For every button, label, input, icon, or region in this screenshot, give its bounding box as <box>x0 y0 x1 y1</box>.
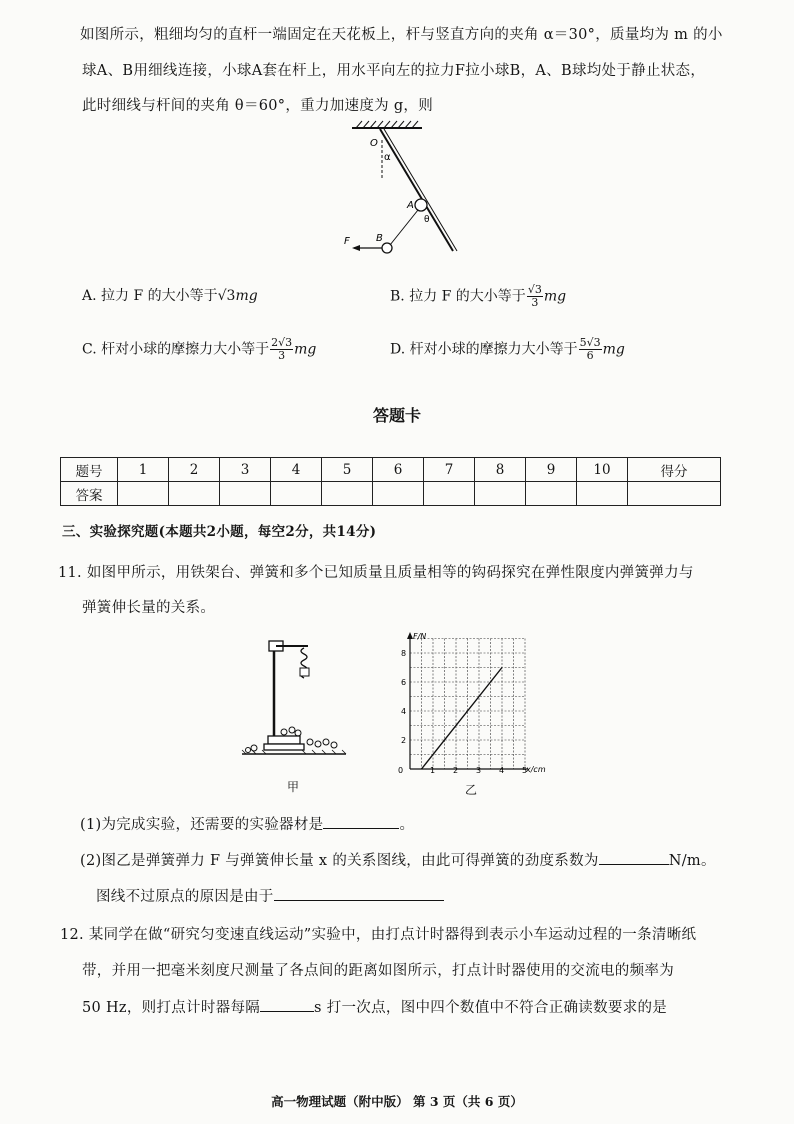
q10-line1: 如图所示，粗细均匀的直杆一端固定在天花板上，杆与竖直方向的夹角 α＝30°，质量均为 m 的小 <box>80 27 723 43</box>
x-tick-label: 3 <box>476 766 482 775</box>
answer-cell-10[interactable] <box>577 482 628 506</box>
x-tick-label: 5 <box>522 766 528 775</box>
option-c: C. 杆对小球的摩擦力大小等于 $\frac{2√3}{3}$ mg <box>82 336 317 362</box>
y-tick-label: 4 <box>401 707 407 716</box>
answer-cell-3[interactable] <box>220 482 271 506</box>
card-answer-label: 答案 <box>61 482 118 506</box>
q12-line3: 50 Hz，则打点计时器每隔 s 打一次点，图中四个数值中不符合正确读数要求的是 <box>82 997 667 1018</box>
x-axis-label: x/cm <box>526 765 546 774</box>
q10-force-diagram <box>330 118 470 260</box>
option-b: B. 拉力 F 的大小等于 $\frac{√3}{3}$ mg <box>390 283 567 309</box>
force-extension-chart <box>390 628 550 776</box>
answer-cell-7[interactable] <box>424 482 475 506</box>
answer-cell-2[interactable] <box>169 482 220 506</box>
q10-line3: 此时细线与杆间的夹角 θ＝60°，重力加速度为 g，则 <box>82 98 434 114</box>
q10-line2: 球A、B用细线连接，小球A套在杆上，用水平向左的拉力F拉小球B，A、B球均处于静止状态， <box>82 63 706 79</box>
y-tick-label: 6 <box>401 678 407 687</box>
x-tick-label: 1 <box>430 766 436 775</box>
label-theta: θ <box>424 215 430 225</box>
answer-cell-8[interactable] <box>475 482 526 506</box>
card-q4: 4 <box>271 458 322 482</box>
option-a: A. 拉力 F 的大小等于√3mg <box>82 288 258 304</box>
chart-grid <box>410 639 525 770</box>
answer-cell-1[interactable] <box>118 482 169 506</box>
q12-line2: 带，并用一把毫米刻度尺测量了各点间的距离如图所示，打点计时器使用的交流电的频率为 <box>82 963 674 979</box>
score-cell[interactable] <box>628 482 721 506</box>
card-q8: 8 <box>475 458 526 482</box>
y-tick-label: 8 <box>401 649 407 658</box>
label-B: B <box>376 233 383 244</box>
figure-yi-caption: 乙 <box>465 783 478 797</box>
card-q10: 10 <box>577 458 628 482</box>
q11-line1: 11. 如图甲所示，用铁架台、弹簧和多个已知质量且质量相等的钩码探究在弹性限度内弹簧弹力与 <box>58 565 694 581</box>
answer-cell-6[interactable] <box>373 482 424 506</box>
y-tick-label: 2 <box>401 736 407 745</box>
blank-time-interval[interactable] <box>260 997 314 1012</box>
blank-reason[interactable] <box>274 886 444 901</box>
label-F: F <box>344 236 350 247</box>
card-q3: 3 <box>220 458 271 482</box>
page-footer: 高一物理试题（附中版） 第 3 页（共 6 页） <box>271 1094 523 1109</box>
ball-a <box>415 199 427 211</box>
spring-apparatus-figure <box>240 632 350 757</box>
option-d: D. 杆对小球的摩擦力大小等于 $\frac{5√3}{6}$ mg <box>390 336 625 362</box>
card-score-header: 得分 <box>628 458 721 482</box>
card-q7: 7 <box>424 458 475 482</box>
series-line <box>422 668 503 770</box>
ball-b <box>382 243 392 253</box>
card-q5: 5 <box>322 458 373 482</box>
answer-cell-4[interactable] <box>271 482 322 506</box>
answer-card-number-row <box>61 458 721 482</box>
q12-line1: 12. 某同学在做“研究匀变速直线运动”实验中，由打点计时器得到表示小车运动过程的一条清晰纸 <box>60 927 697 943</box>
answer-cell-9[interactable] <box>526 482 577 506</box>
card-q1: 1 <box>118 458 169 482</box>
label-A: A <box>407 200 414 211</box>
q11-sub2-line2: 图线不过原点的原因是由于 <box>96 886 444 907</box>
label-alpha: α <box>384 152 391 163</box>
card-q2: 2 <box>169 458 220 482</box>
answer-cell-5[interactable] <box>322 482 373 506</box>
x-tick-label: 4 <box>499 766 505 775</box>
section-3-heading: 三、实验探究题(本题共2小题，每空2分，共14分) <box>62 524 377 540</box>
q11-line2: 弹簧伸长量的关系。 <box>82 600 216 616</box>
blank-equipment[interactable] <box>323 814 399 829</box>
q11-sub2: (2)图乙是弹簧弹力 F 与弹簧伸长量 x 的关系图线，由此可得弹簧的劲度系数为 N/m。 <box>80 850 716 871</box>
answer-card-title: 答题卡 <box>372 406 421 425</box>
figure-jia-caption: 甲 <box>287 780 300 794</box>
card-q6: 6 <box>373 458 424 482</box>
card-q9: 9 <box>526 458 577 482</box>
card-header-label: 题号 <box>61 458 118 482</box>
q11-sub1: (1)为完成实验，还需要的实验器材是 。 <box>80 814 414 835</box>
label-O: O <box>370 138 378 149</box>
x-tick-label: 2 <box>453 766 459 775</box>
y-axis-label: F/N <box>413 632 427 641</box>
answer-card-table <box>60 457 721 506</box>
answer-card-answer-row <box>61 482 721 506</box>
blank-spring-constant[interactable] <box>599 850 669 865</box>
x-tick-label: 0 <box>398 766 404 775</box>
